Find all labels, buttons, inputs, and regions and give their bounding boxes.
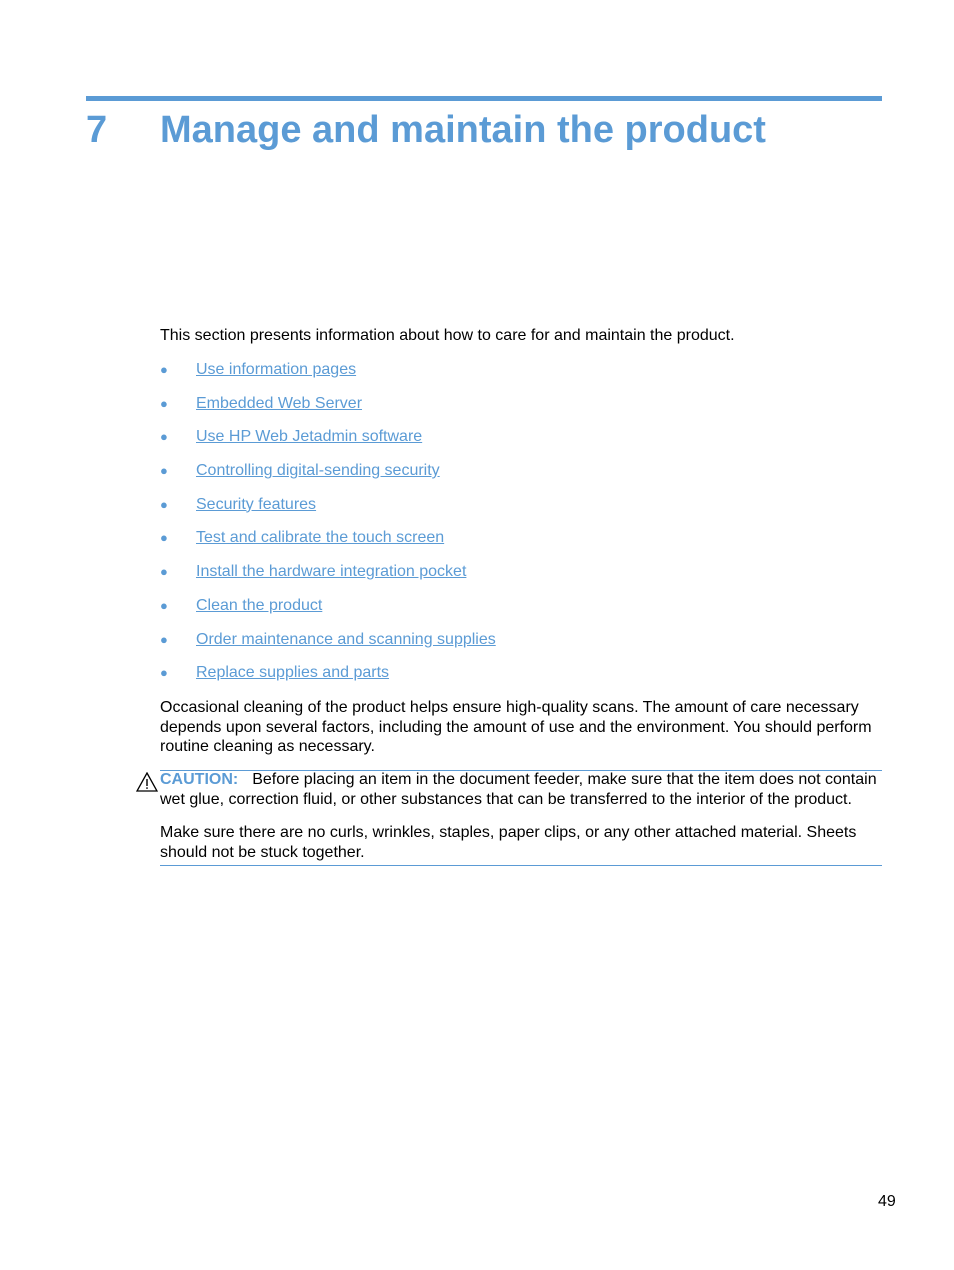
bullet-icon: ●	[160, 463, 168, 479]
link-replace-supplies[interactable]: Replace supplies and parts	[196, 664, 390, 682]
link-hp-web-jetadmin[interactable]: Use HP Web Jetadmin software	[196, 428, 423, 446]
link-clean-product[interactable]: Clean the product	[196, 596, 323, 614]
link-touch-screen[interactable]: Test and calibrate the touch screen	[196, 529, 445, 547]
bullet-icon: ●	[160, 362, 168, 377]
link-embedded-web-server[interactable]: Embedded Web Server	[196, 394, 363, 412]
warning-triangle-icon	[136, 772, 158, 792]
caution-text	[160, 770, 882, 809]
bullet-icon: ●	[160, 395, 168, 411]
chapter-number: 7	[86, 109, 108, 151]
chapter-title: Manage and maintain the product	[160, 109, 766, 151]
bullet-icon: ●	[160, 564, 168, 580]
caution-body: Before placing an item in the document feeder, make sure that the item does not contain wet glue, correction fluid, or other substances that can be transferred to the interior of the product.	[160, 771, 877, 808]
bullet-icon: ●	[160, 530, 168, 546]
bullet-icon: ●	[160, 597, 168, 613]
page-number: 49	[878, 1193, 896, 1210]
link-hardware-pocket[interactable]: Install the hardware integration pocket	[196, 563, 467, 581]
bullet-icon: ●	[160, 429, 168, 445]
bullet-icon: ●	[160, 665, 168, 681]
bullet-icon: ●	[160, 631, 168, 647]
caution-label: CAUTION:	[160, 771, 239, 788]
chapter-rule	[86, 96, 882, 101]
cleaning-paragraph: Occasional cleaning of the product helps ensure high-quality scans. The amount of care necessary depends upon several factors, including the amount of use and the environment. You should perform routine cleaning as necessary.	[160, 699, 872, 755]
intro-text: This section presents information about how to care for and maintain the product.	[160, 327, 735, 344]
link-digital-sending-security[interactable]: Controlling digital-sending security	[196, 462, 440, 480]
link-use-information-pages[interactable]: Use information pages	[196, 361, 357, 378]
link-order-supplies[interactable]: Order maintenance and scanning supplies	[196, 630, 496, 648]
bullet-icon: ●	[160, 496, 168, 512]
caution-note: Make sure there are no curls, wrinkles, staples, paper clips, or any other attached material. Sheets should not be stuck together.	[160, 824, 857, 861]
link-security-features[interactable]: Security features	[196, 495, 317, 513]
